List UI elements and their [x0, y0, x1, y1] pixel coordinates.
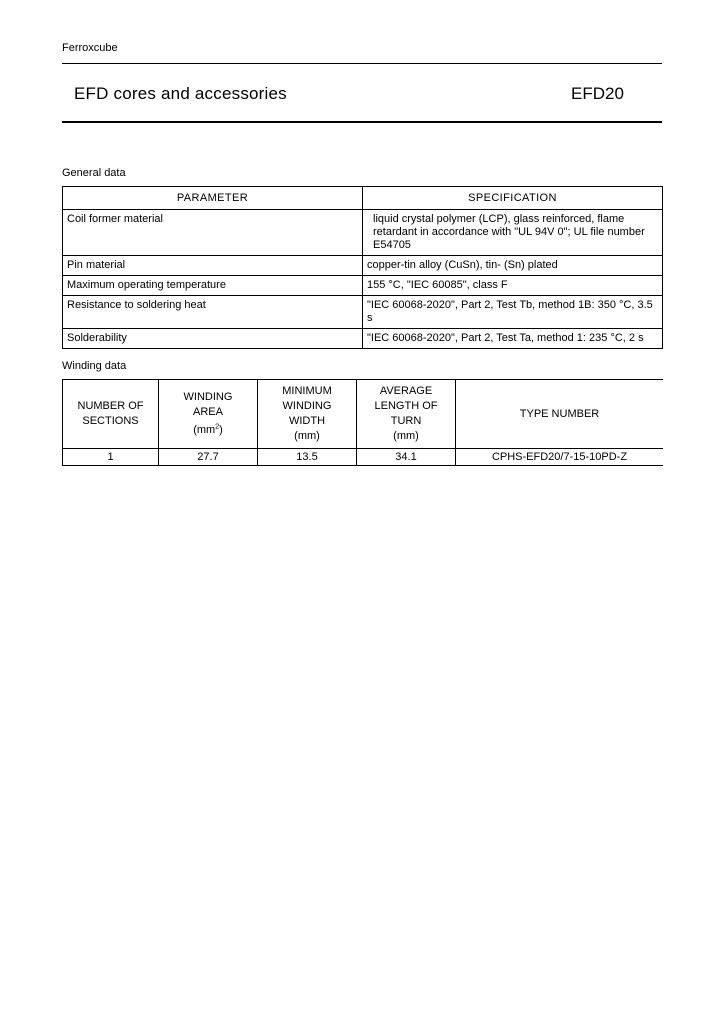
column-header-width	[258, 380, 357, 449]
company-name: Ferroxcube	[62, 42, 118, 54]
area-cell: 27.7	[159, 449, 258, 466]
header-line: WINDING	[183, 390, 233, 403]
length-cell: 34.1	[357, 449, 456, 466]
column-header-area	[159, 380, 258, 449]
specification-cell: liquid crystal polymer (LCP), glass reinforced, flame retardant in accordance with "UL 94V 0"; UL file number E54705	[363, 210, 663, 256]
width-cell: 13.5	[258, 449, 357, 466]
header-line: TURN	[390, 415, 422, 427]
header-line: SECTIONS	[82, 415, 139, 427]
unit-base: (mm	[193, 424, 216, 437]
winding-data-table	[62, 379, 663, 466]
parameter-cell: Solderability	[63, 329, 363, 349]
table-row	[63, 449, 664, 466]
table-row	[63, 329, 663, 349]
table-row	[63, 296, 663, 329]
table-row	[63, 256, 663, 276]
header-line: AVERAGE	[379, 385, 433, 397]
part-number: EFD20	[571, 84, 624, 103]
header-line: (mm)	[393, 430, 419, 442]
header-line: NUMBER OF	[77, 400, 144, 412]
header-line: (mm)	[294, 430, 320, 442]
header-divider	[62, 63, 662, 64]
header-line: MINIMUM	[282, 385, 332, 397]
unit-exponent: 2	[215, 423, 220, 431]
column-header-type: TYPE NUMBER	[456, 380, 664, 449]
specification-cell: 155 °C, "IEC 60085", class F	[363, 276, 663, 296]
column-header-sections	[63, 380, 159, 449]
header-line: WIDTH	[288, 415, 326, 427]
table-header-row	[63, 187, 663, 210]
parameter-cell: Coil former material	[63, 210, 363, 256]
parameter-cell: Maximum operating temperature	[63, 276, 363, 296]
general-data-table	[62, 186, 663, 349]
specification-cell: copper-tin alloy (CuSn), tin- (Sn) plated	[363, 256, 663, 276]
column-header-length	[357, 380, 456, 449]
column-header-parameter: PARAMETER	[63, 187, 363, 210]
header-line: AREA	[193, 405, 223, 418]
unit-close: )	[219, 424, 223, 437]
column-header-specification: SPECIFICATION	[363, 187, 663, 210]
specification-cell: "IEC 60068-2020", Part 2, Test Tb, method 1B: 350 °C, 3.5 s	[363, 296, 663, 329]
unit-label	[193, 424, 223, 436]
sections-cell: 1	[63, 449, 159, 466]
header-line: LENGTH OF	[374, 400, 438, 412]
winding-data-heading: Winding data	[62, 360, 127, 372]
type-cell: CPHS-EFD20/7-15-10PD-Z	[456, 449, 664, 466]
table-row	[63, 276, 663, 296]
table-row	[63, 210, 663, 256]
parameter-cell: Pin material	[63, 256, 363, 276]
title-divider	[62, 121, 662, 123]
page-title: EFD cores and accessories	[74, 84, 287, 103]
general-data-heading: General data	[62, 167, 126, 179]
table-header-row	[63, 380, 664, 449]
header-line: WINDING	[282, 400, 332, 412]
parameter-cell: Resistance to soldering heat	[63, 296, 363, 329]
specification-cell: "IEC 60068-2020", Part 2, Test Ta, method 1: 235 °C, 2 s	[363, 329, 663, 349]
